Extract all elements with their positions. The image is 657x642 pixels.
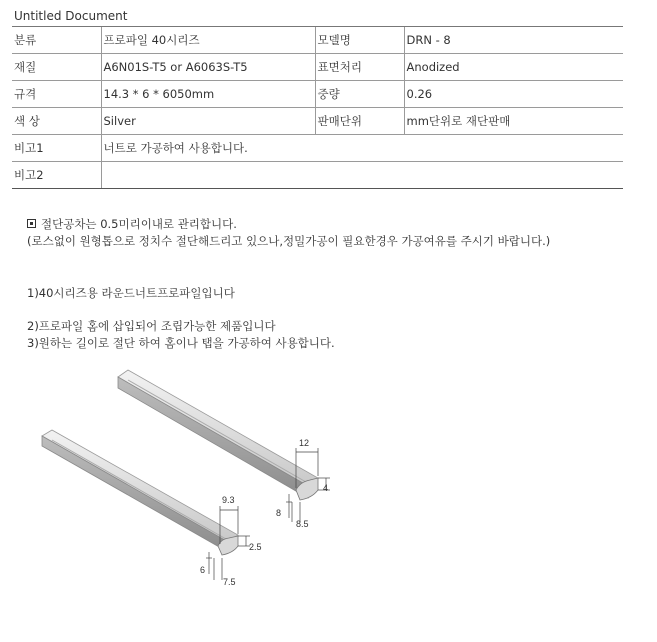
dim-width-large: 12 — [299, 438, 310, 448]
category-label: 분류 — [12, 27, 101, 54]
tolerance-detail: (로스없이 원형톱으로 정치수 절단해드리고 있으나,정밀가공이 필요한경우 가공여유를 주시기 바랍니다.) — [27, 234, 551, 248]
color-value: Silver — [101, 108, 315, 135]
finish-label: 표면처리 — [315, 54, 404, 81]
color-label: 색 상 — [12, 108, 101, 135]
table-row — [12, 81, 623, 108]
finish-value: Anodized — [404, 54, 623, 81]
material-value: A6N01S-T5 or A6063S-T5 — [101, 54, 315, 81]
document-title: Untitled Document — [14, 9, 128, 23]
table-row — [12, 108, 623, 135]
dim-height-small: 2.5 — [249, 542, 262, 552]
bullet-square-icon — [27, 219, 36, 228]
round-nut-profile-small — [42, 430, 238, 555]
feature-item-1: 1)40시리즈용 라운드너트프로파일입니다 — [27, 286, 235, 300]
table-row — [12, 135, 623, 162]
size-label: 규격 — [12, 81, 101, 108]
table-row — [12, 27, 623, 54]
size-value: 14.3 * 6 * 6050mm — [101, 81, 315, 108]
dim-base-small: 6 — [200, 565, 206, 575]
dim-height-large: 4 — [323, 483, 329, 493]
model-value: DRN - 8 — [404, 27, 623, 54]
dim-base-large: 8 — [276, 508, 282, 518]
category-value: 프로파일 40시리즈 — [101, 27, 315, 54]
feature-item-3: 3)원하는 길이로 절단 하여 홈이나 탭을 가공하여 사용합니다. — [27, 336, 335, 350]
dim-width-small: 9.3 — [222, 495, 235, 505]
tolerance-note: 절단공차는 0.5미리이내로 관리합니다. — [27, 216, 237, 232]
model-label: 모델명 — [315, 27, 404, 54]
remark2-value — [101, 162, 623, 189]
dim-offset-large: 8.5 — [296, 519, 309, 529]
table-row — [12, 162, 623, 189]
remark2-label: 비고2 — [12, 162, 101, 189]
weight-label: 중량 — [315, 81, 404, 108]
remark1-value: 너트로 가공하여 사용합니다. — [101, 135, 623, 162]
feature-item-2: 2)프로파일 홈에 삽입되어 조립가능한 제품입니다 — [27, 319, 276, 333]
sales-unit-value: mm단위로 재단판매 — [404, 108, 623, 135]
sales-unit-label: 판매단위 — [315, 108, 404, 135]
profile-drawing — [0, 360, 657, 600]
weight-value: 0.26 — [404, 81, 623, 108]
round-nut-profile-large — [118, 370, 318, 500]
table-row — [12, 54, 623, 81]
spec-table — [12, 26, 623, 189]
material-label: 재질 — [12, 54, 101, 81]
dim-offset-small: 7.5 — [223, 577, 236, 587]
remark1-label: 비고1 — [12, 135, 101, 162]
